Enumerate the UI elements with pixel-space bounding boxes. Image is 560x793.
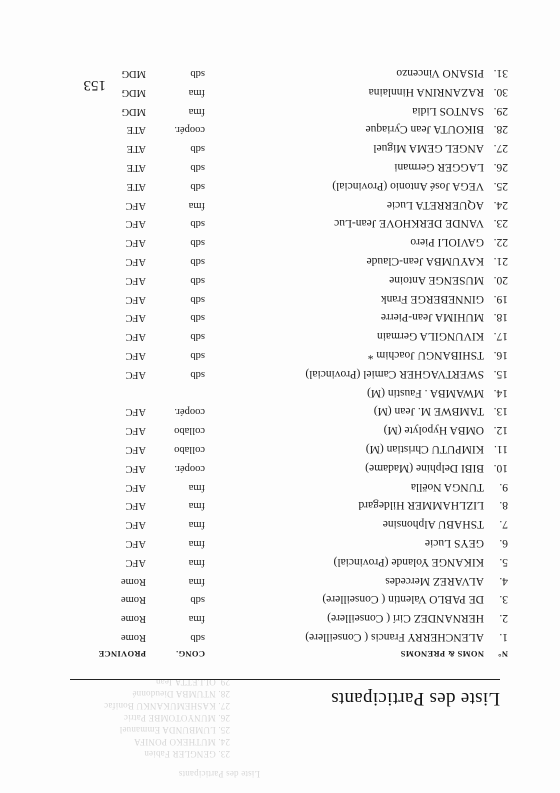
participant-province: Rome (120, 613, 146, 625)
participant-province: MDG (121, 86, 146, 98)
participant-row (58, 417, 508, 436)
participant-province: AFC (125, 481, 146, 493)
participant-cong: fma (188, 538, 205, 550)
participant-province: AFC (125, 425, 146, 437)
participant-num: 16. (493, 349, 508, 362)
participant-cong: sdb (190, 312, 205, 324)
bleed-line: 28. NTUMBA Dieudonné (132, 689, 230, 699)
page-title: Liste des Participants (330, 688, 500, 709)
participant-cong: sdb (190, 68, 205, 80)
participant-name: KIMPUTU Christian (M) (365, 443, 484, 456)
participant-cong: collabo (174, 425, 205, 437)
participant-province: AFC (125, 274, 146, 286)
participant-row (58, 342, 508, 361)
header-num: N° (497, 649, 508, 659)
bleed-line: 25. LUMBUNDA Emmanuel (119, 725, 230, 735)
participant-num: 17. (493, 330, 508, 343)
participant-name: LAGGER Germani (394, 161, 484, 174)
participant-row (58, 286, 508, 305)
participant-name: KAYUMBA Jean-Claude (366, 255, 484, 268)
participant-row (58, 549, 508, 568)
participant-cong: sdb (190, 368, 205, 380)
participant-num: 25. (493, 179, 508, 192)
participant-num: 8. (499, 499, 508, 512)
participant-row (58, 624, 508, 643)
participant-row (58, 605, 508, 624)
participant-name: TUNGA Noëlla (410, 480, 484, 493)
participant-row (58, 211, 508, 230)
participant-num: 20. (493, 273, 508, 286)
participant-cong: coopér. (174, 462, 205, 474)
participant-row (58, 173, 508, 192)
participant-num: 22. (493, 236, 508, 249)
participant-province: AFC (125, 406, 146, 418)
participant-num: 28. (493, 123, 508, 136)
participant-row (58, 98, 508, 117)
participant-row (58, 79, 508, 98)
participant-name: ALENCHERRY Francis ( Conseillere) (305, 631, 484, 643)
participant-num: 13. (493, 405, 508, 418)
participant-name: GEYS Lucie (424, 537, 484, 550)
participant-cong: sdb (190, 218, 205, 230)
participant-name: DE PABLO Valentin ( Conseillere) (322, 593, 484, 606)
participant-num: 26. (493, 161, 508, 174)
participant-province: AFC (125, 368, 146, 380)
bleed-line: 26. MUNYOTOMBE Patric (123, 713, 230, 723)
participant-num: 29. (493, 104, 508, 117)
participant-province: MDG (121, 105, 146, 117)
participant-num: 4. (499, 574, 508, 587)
participant-name: KIKANGE Yolande (Provincial) (333, 555, 484, 568)
participant-row (58, 60, 508, 79)
participant-name: BIBI Delphine (Madame) (365, 461, 484, 474)
participant-cong: fma (188, 556, 205, 568)
participant-num: 19. (493, 292, 508, 305)
participant-num: 18. (493, 311, 508, 324)
participant-num: 5. (499, 555, 508, 568)
participant-row (58, 154, 508, 173)
participant-province: AFC (125, 237, 146, 249)
participant-row (58, 229, 508, 248)
participant-num: 30. (493, 85, 508, 98)
participant-province: ATE (126, 180, 146, 192)
participant-cong: fma (188, 86, 205, 98)
participant-num: 12. (493, 424, 508, 437)
participant-num: 27. (493, 142, 508, 155)
participant-cong: fma (188, 105, 205, 117)
participant-province: AFC (125, 538, 146, 550)
participant-num: 24. (493, 198, 508, 211)
participant-cong: sdb (190, 331, 205, 343)
bleed-line: 23. GENGLER Fabien (144, 749, 230, 759)
participant-row (58, 436, 508, 455)
participant-num: 1. (499, 631, 508, 643)
bleed-line: 24. MUTHEKO PONIFA (133, 737, 230, 747)
participant-row (58, 455, 508, 474)
participant-row (58, 474, 508, 493)
participant-province: Rome (120, 594, 146, 606)
participant-row (58, 305, 508, 324)
participant-name: SWERTVAGHER Camiel (Provincial) (305, 367, 484, 380)
participant-num: 3. (499, 593, 508, 606)
participant-name: TSHABU Alphonsine (382, 518, 484, 531)
bleed-line: 27. KASHEMUKANKU Bonifac (103, 701, 230, 711)
participant-name: GAVIOLI Piero (410, 236, 484, 249)
participant-province: AFC (125, 293, 146, 305)
participant-cong: sdb (190, 256, 205, 268)
participant-name: VANDE DERKHOVE Jean-Luc (334, 217, 484, 230)
participant-row (58, 192, 508, 211)
participant-row (58, 493, 508, 512)
participant-cong: fma (188, 481, 205, 493)
participant-cong: sdb (190, 237, 205, 249)
participant-province: AFC (125, 331, 146, 343)
participant-name: LIZLHAMMER Hildegard (358, 499, 484, 512)
participant-row (58, 530, 508, 549)
participant-num: 9. (499, 480, 508, 493)
participant-province: AFC (125, 256, 146, 268)
participant-cong: sdb (190, 274, 205, 286)
participant-name: ANGEL GEMA Miguel (373, 142, 484, 155)
participant-province: AFC (125, 500, 146, 512)
participant-cong: fma (188, 519, 205, 531)
participant-name: OMBA Hypolyte (M) (383, 424, 484, 437)
header-name: NOMS & PRENOMS (400, 649, 484, 659)
participant-cong: fma (188, 613, 205, 625)
participant-cong: fma (188, 575, 205, 587)
participant-row (58, 323, 508, 342)
participant-num: 7. (499, 518, 508, 531)
participant-cong: fma (188, 199, 205, 211)
participant-cong: sdb (190, 632, 205, 643)
participant-row (58, 568, 508, 587)
participant-cong: fma (188, 500, 205, 512)
participant-province: Rome (120, 632, 146, 643)
participant-cong: sdb (190, 162, 205, 174)
participant-cong: collabo (174, 444, 205, 456)
participant-name: MUHIMA Jean-Pierre (380, 311, 484, 324)
participant-row (58, 399, 508, 418)
participant-cong: sdb (190, 143, 205, 155)
participant-name: MUSENGE Antoine (389, 273, 484, 286)
participant-province: AFC (125, 312, 146, 324)
participant-cong: sdb (190, 350, 205, 362)
participant-num: 2. (499, 612, 508, 625)
participant-row (58, 361, 508, 380)
bleed-line: Liste des Participants (178, 769, 260, 779)
participant-name: GINNEBERGE Frank (380, 292, 484, 305)
participant-name: PISANO Vincenzo (396, 67, 484, 80)
participant-row (58, 587, 508, 606)
participant-province: AFC (125, 199, 146, 211)
participant-name: HERNANDEZ Cirí ( Conseillere) (327, 612, 484, 625)
participant-name: ALVAREZ Mercedes (385, 574, 484, 587)
participant-num: 31. (493, 67, 508, 80)
participant-num: 15. (493, 367, 508, 380)
participant-name: SANTOS Lidia (412, 104, 484, 117)
participant-province: AFC (125, 444, 146, 456)
participant-num: 21. (493, 255, 508, 268)
participant-row (58, 267, 508, 286)
participant-num: 6. (499, 537, 508, 550)
participant-name: TAMBWE M. Jean (M) (373, 405, 484, 418)
participant-province: AFC (125, 556, 146, 568)
participant-row (58, 511, 508, 530)
participant-cong: sdb (190, 180, 205, 192)
participant-num: 23. (493, 217, 508, 230)
participant-province: AFC (125, 462, 146, 474)
participant-num: 11. (494, 443, 508, 456)
participant-province: Rome (120, 575, 146, 587)
participant-name: AQUERRETA Lucie (386, 198, 484, 211)
participant-list (58, 60, 508, 643)
participant-name: BIKOUTA Jean Cyriaque (365, 123, 484, 136)
participant-num: 14. (493, 386, 508, 399)
participant-row (58, 135, 508, 154)
header-province: PROVINCE (98, 649, 146, 659)
bleed-line: 29. OLLETTA Jean (155, 677, 230, 687)
header-cong: CONG. (175, 649, 205, 659)
page-number: 153 (83, 77, 106, 93)
participant-cong: sdb (190, 293, 205, 305)
participant-name: RAZANRINA Hinnlaina (368, 85, 484, 98)
participant-province: MDG (121, 68, 146, 80)
participant-cong: coopér. (174, 406, 205, 418)
participant-name: TSHIBANGU Joachim * (367, 349, 484, 362)
participant-name: VEGA José Antonio (Provincial) (332, 179, 484, 192)
participant-row (58, 380, 508, 399)
participant-province: ATE (126, 124, 146, 136)
participant-cong: sdb (190, 594, 205, 606)
participant-province: AFC (125, 218, 146, 230)
participant-row (58, 248, 508, 267)
participant-name: KIVUNGILA Germain (377, 330, 484, 343)
participant-num: 10. (493, 461, 508, 474)
participant-name: MWAMBA . Faustin (M) (367, 386, 484, 399)
participant-province: ATE (126, 143, 146, 155)
participant-province: AFC (125, 350, 146, 362)
participant-province: AFC (125, 519, 146, 531)
participant-province: ATE (126, 162, 146, 174)
participant-row (58, 117, 508, 136)
title-rule (70, 679, 500, 680)
participant-cong: coopér. (174, 124, 205, 136)
